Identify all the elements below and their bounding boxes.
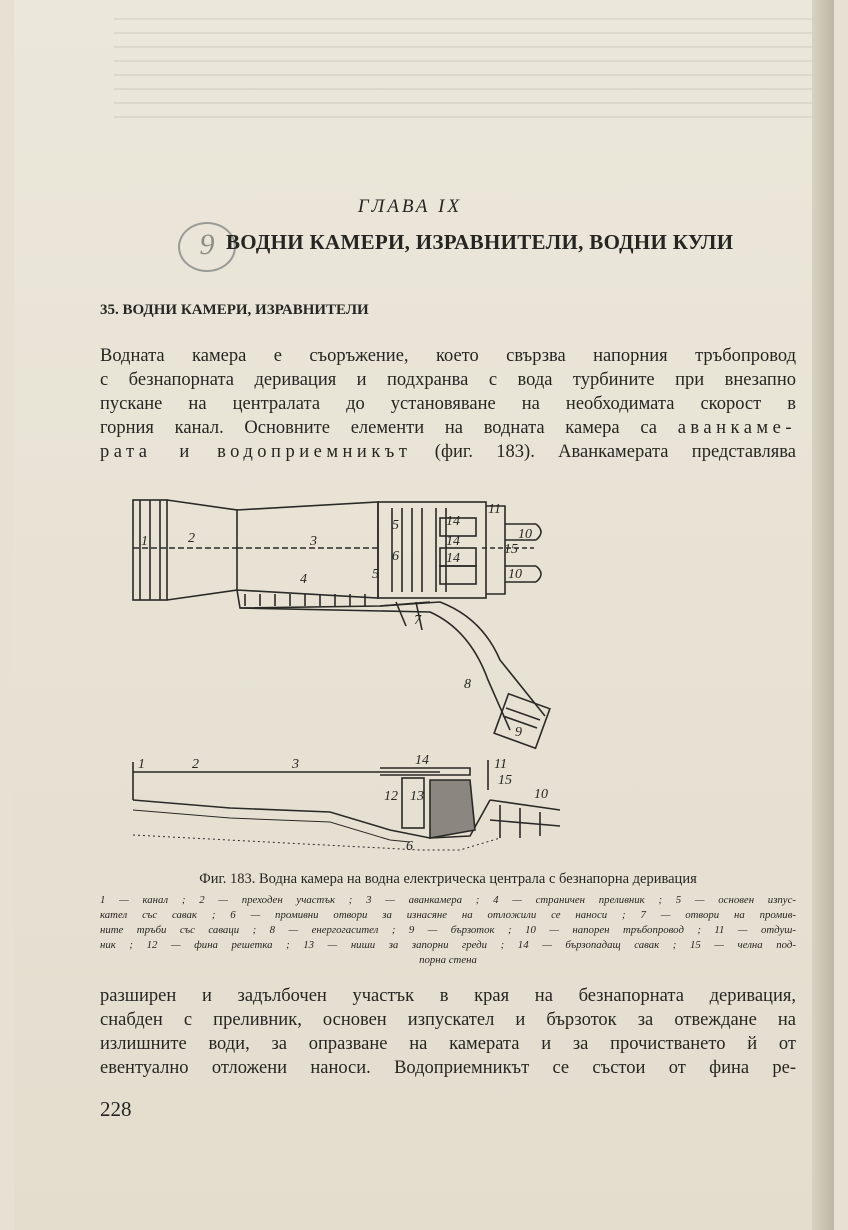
- label-section-14: 14: [415, 753, 429, 768]
- paragraph-2-line-2: снабден с преливник, основен изпускател и бързоток за отвеждане на: [100, 1010, 796, 1030]
- label-11: 11: [488, 502, 501, 517]
- plan-view: [133, 500, 550, 748]
- label-14: 14: [446, 514, 460, 529]
- chapter-heading: ГЛАВА IX: [357, 196, 463, 217]
- chute-wall-right: [380, 602, 545, 716]
- label-section-1: 1: [138, 757, 145, 772]
- paragraph-2-line-4: евентуално отложени наноси. Водоприемникът се състои от фина ре-: [100, 1058, 796, 1078]
- label-13: 13: [410, 789, 424, 804]
- text-run: (фиг. 183). Аванкамерата представлява: [434, 442, 796, 462]
- label-15: 15: [504, 542, 518, 557]
- label-2: 2: [188, 531, 195, 546]
- paragraph-2-line-3: излишните води, за опразване на камерата и за прочистването й от: [100, 1034, 796, 1054]
- emphasis-term: аванкаме-: [677, 418, 796, 438]
- text-run: горния канал. Основните елементи на водната камера са: [100, 418, 657, 438]
- transition-section: [167, 500, 237, 600]
- label-10: 10: [518, 527, 532, 542]
- label-14c: 14: [446, 551, 460, 566]
- legend-line-1: 1 — канал ; 2 — преходен участък ; 3 — аванкамера ; 4 — страничен преливник ; 5 — основен изпус-: [100, 894, 796, 906]
- label-5b: 5: [372, 567, 379, 582]
- chute-end: [494, 694, 550, 749]
- label-14b: 14: [446, 534, 460, 549]
- paragraph-1-line-2: с безнапорната деривация и подхранва с вода турбините при внезапно: [100, 370, 796, 390]
- label-section-2: 2: [192, 757, 199, 772]
- page-number: 228: [100, 1097, 132, 1121]
- label-4: 4: [300, 572, 307, 587]
- label-section-10: 10: [534, 787, 548, 802]
- paragraph-1-line-1: Водната камера е съоръжение, което свързва напорния тръбопровод: [100, 346, 796, 366]
- section-heading: 35. ВОДНИ КАМЕРИ, ИЗРАВНИТЕЛИ: [100, 302, 369, 318]
- emphasis-term: рата и: [100, 442, 194, 462]
- label-section-11: 11: [494, 757, 507, 772]
- label-5: 5: [392, 518, 399, 533]
- label-section-15: 15: [498, 773, 512, 788]
- label-8: 8: [464, 677, 471, 692]
- label-7: 7: [414, 613, 421, 628]
- gate-structure: [430, 780, 475, 838]
- label-section-6: 6: [406, 839, 413, 854]
- head-wall: [486, 506, 505, 594]
- label-10b: 10: [508, 567, 522, 582]
- emphasis-term: водоприемникът: [217, 442, 412, 462]
- forebay-outline: [237, 502, 378, 598]
- figure-caption: Фиг. 183. Водна камера на водна електрическа централа с безнапорна деривация: [199, 871, 697, 887]
- label-9: 9: [515, 725, 522, 740]
- legend-line-2: кател със савак ; 6 — промивни отвори за изнасяне на отложили се наноси ; 7 — отвори на промив-: [100, 909, 796, 921]
- legend-line-5: порна стена: [419, 954, 477, 966]
- paragraph-2-line-1: разширен и задълбочен участък в края на безнапорната деривация,: [100, 986, 796, 1006]
- legend-line-4: ник ; 12 — фина решетка ; 13 — ниши за запорни греди ; 14 — бързопадащ савак ; 15 — челна под-: [100, 939, 796, 951]
- label-6: 6: [392, 549, 399, 564]
- section-view: [133, 760, 560, 850]
- label-1: 1: [141, 534, 148, 549]
- handwritten-number: 9: [199, 228, 215, 261]
- paragraph-1-line-3: пускане на централата до установяване на необходимата скорост в: [100, 394, 796, 414]
- chapter-title: ВОДНИ КАМЕРИ, ИЗРАВНИТЕЛИ, ВОДНИ КУЛИ: [226, 230, 734, 254]
- label-section-3: 3: [292, 757, 299, 772]
- label-12: 12: [384, 789, 398, 804]
- legend-line-3: ните тръби със саваци ; 8 — енергогасител ; 9 — бързоток ; 10 — напорен тръбопровод ; 11 — отдуш-: [100, 924, 796, 936]
- label-3: 3: [310, 534, 317, 549]
- chute-wall-left: [240, 608, 510, 730]
- figure-legend: [100, 893, 796, 968]
